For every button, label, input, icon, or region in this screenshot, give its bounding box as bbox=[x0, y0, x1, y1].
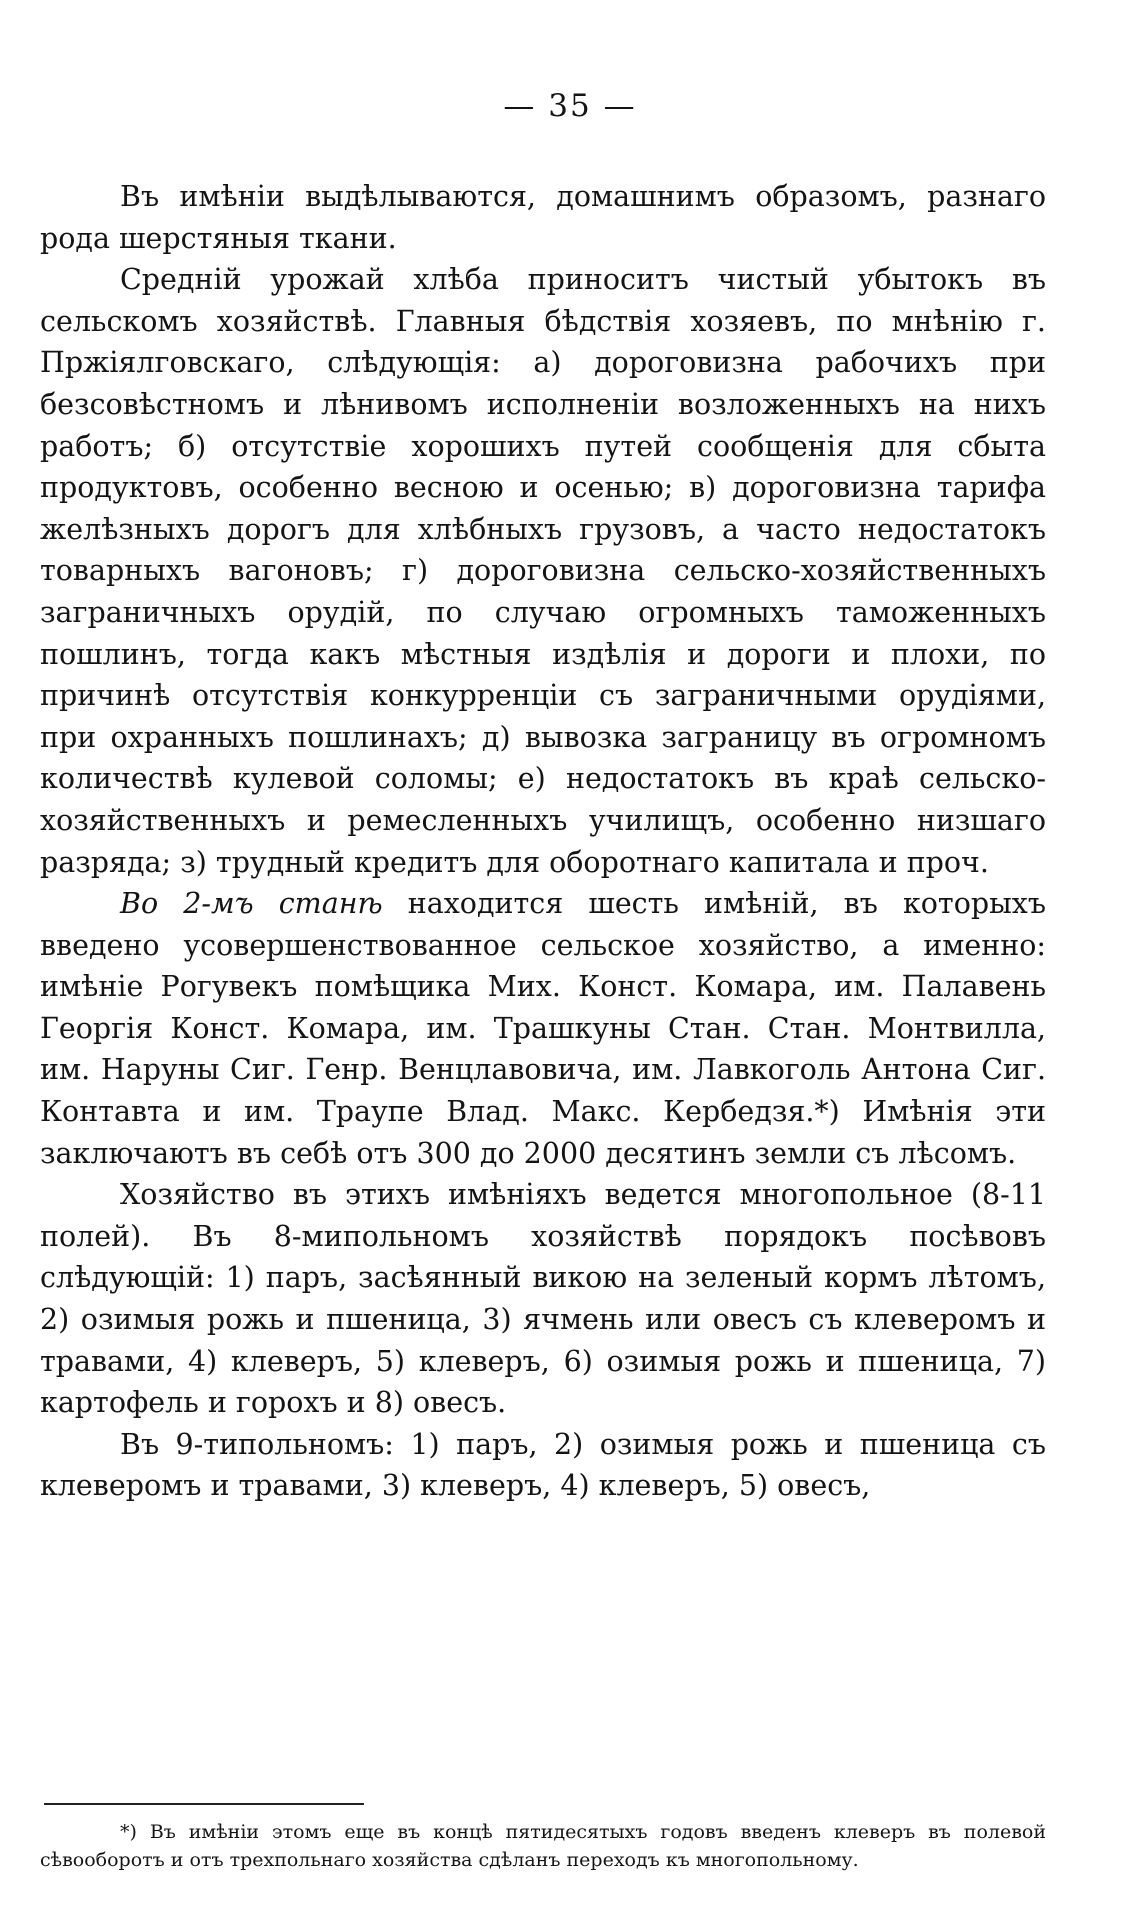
paragraph-4: Хозяйство въ этихъ имѣніяхъ ведется многопольное (8-11 полей). Въ 8-мипольномъ хозяйствѣ порядокъ посѣвовъ слѣдующій: 1) паръ, засѣянный викою на зеленый кормъ лѣтомъ, 2) озимыя рожь и пшеница, 3) ячмень или овесъ съ клеверомъ и травами, 4) клеверъ, 5) клеверъ, 6) озимыя рожь и пшеница, 7) картофель и горохъ и 8) овесъ. bbox=[40, 1178, 1046, 1420]
paragraph-5: Въ 9-типольномъ: 1) паръ, 2) озимыя рожь и пшеница съ клеверомъ и травами, 3) клеверъ, 4) клеверъ, 5) овесъ, bbox=[40, 1427, 1046, 1503]
footnote-divider bbox=[44, 1803, 364, 1805]
footnote-text: *) Въ имѣніи этомъ еще въ концѣ пятидесятыхъ годовъ введенъ клеверъ въ полевой сѣвооборотъ и отъ трехпольнаго хозяйства сдѣланъ переходъ къ многопольному. bbox=[40, 1821, 1046, 1871]
paragraph-2: Средній урожай хлѣба приноситъ чистый убытокъ въ сельскомъ хозяйствѣ. Главныя бѣдствія хозяевъ, по мнѣнію г. Пржіялговскаго, слѣдующія: а) дороговизна рабочихъ при безсовѣстномъ и лѣнивомъ исполненіи возложенныхъ на нихъ работъ; б) отсутствіе хорошихъ путей сообщенія для сбыта продуктовъ, особенно весною и осенью; в) дороговизна тарифа желѣзныхъ дорогъ для хлѣбныхъ грузовъ, а часто недостатокъ товарныхъ вагоновъ; г) дороговизна сельско-хозяйственныхъ заграничныхъ орудій, по случаю огромныхъ таможенныхъ пошлинъ, тогда какъ мѣстныя издѣлія и дороги и плохи, по причинѣ отсутствія конкурренціи съ заграничными орудіями, при охранныхъ пошлинахъ; д) вывозка заграницу въ огромномъ количествѣ кулевой соломы; е) недостатокъ въ краѣ сельско-хозяйственныхъ и ремесленныхъ училищъ, особенно низшаго разряда; з) трудный кредитъ для оборотнаго капитала и проч. bbox=[40, 263, 1046, 879]
main-text bbox=[40, 176, 1046, 1507]
page-number: — 35 — bbox=[503, 88, 637, 124]
footnote bbox=[40, 1818, 1046, 1874]
paragraph-1: Въ имѣніи выдѣлываются, домашнимъ образомъ, разнаго рода шерстяныя ткани. bbox=[40, 180, 1046, 255]
italic-lead: Во 2-мъ станѣ bbox=[120, 887, 383, 921]
paragraph-3 bbox=[40, 883, 1046, 1174]
paragraph-3-text: находится шесть имѣній, въ которыхъ введено усовершенствованное сельское хозяйство, а именно: имѣніе Рогувекъ помѣщика Мих. Конст. Комара, им. Палавень Георгія Конст. Комара, им. Трашкуны Стан. Стан. Монтвилла, им. Наруны Сиг. Генр. Венцлавовича, им. Лавкоголь Антона Сиг. Контавта и им. Траупе Влад. Макс. Кербедзя.*) Имѣнія эти заключаютъ въ себѣ отъ 300 до 2000 десятинъ земли съ лѣсомъ. bbox=[40, 887, 1046, 1170]
